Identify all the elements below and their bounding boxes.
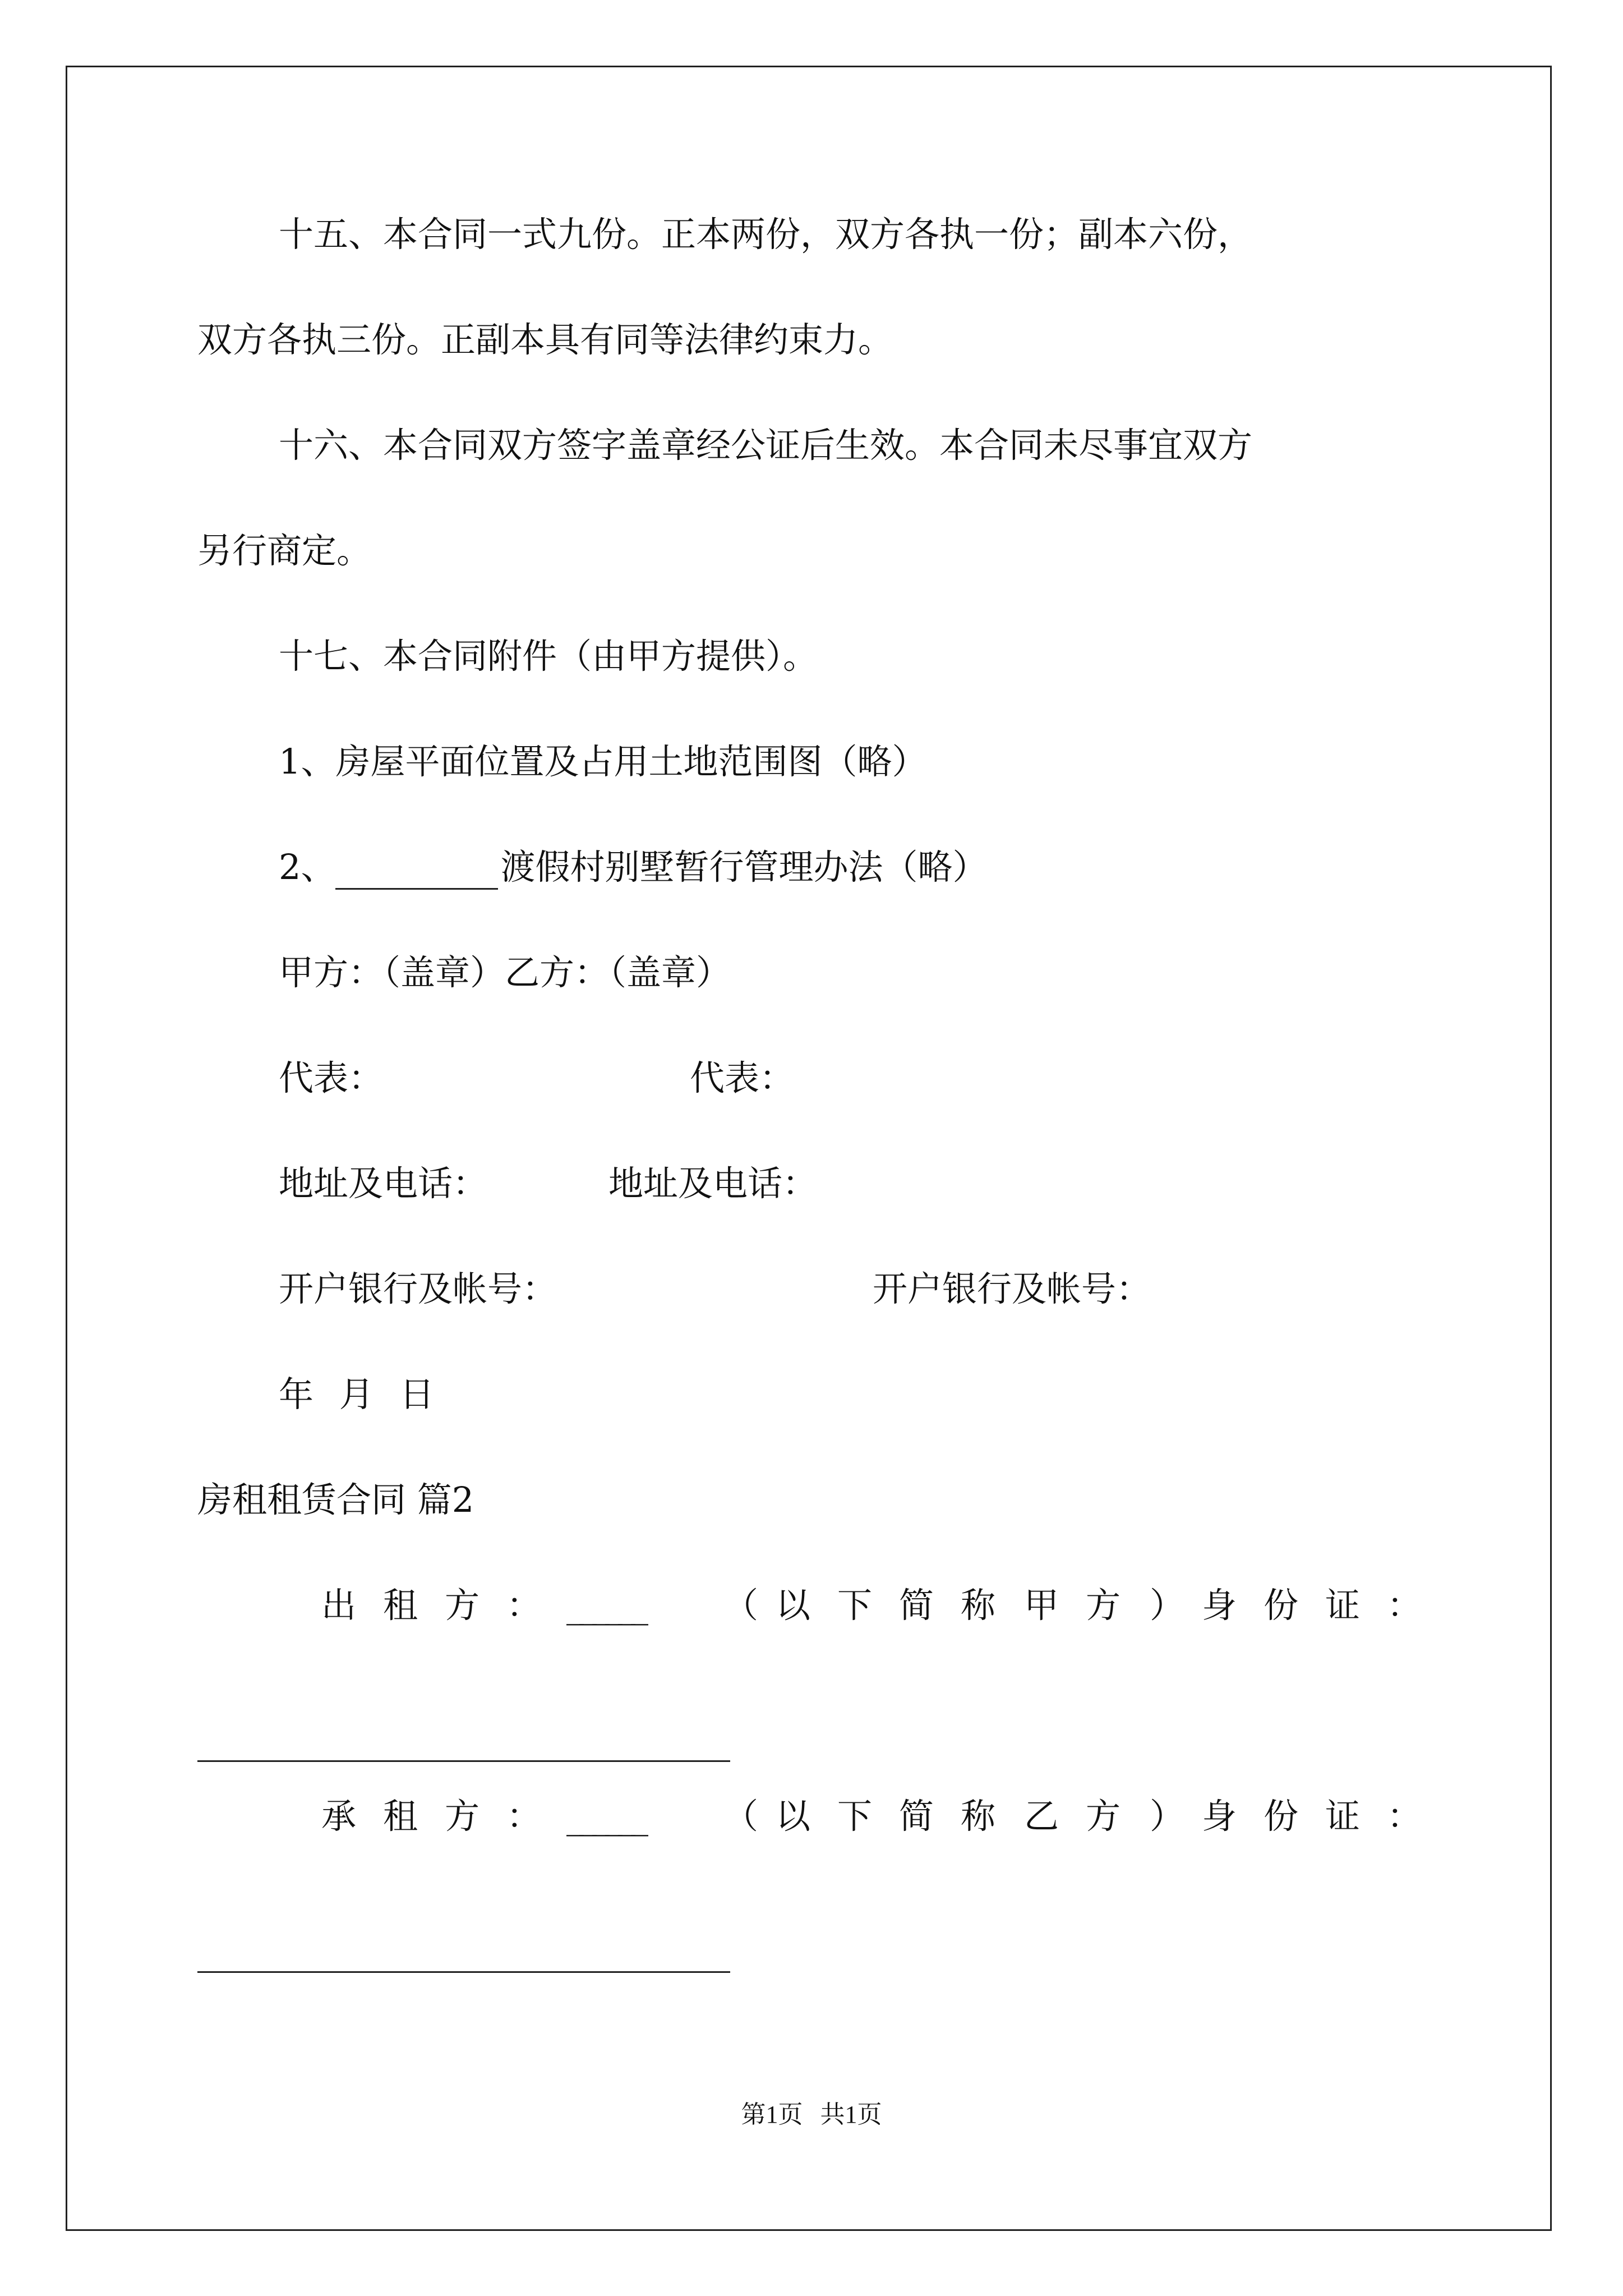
clause-16-line-2: 另行商定。 (197, 530, 372, 571)
lessor-blank: ______ (566, 1585, 644, 1626)
lessor-char: 方 (1086, 1585, 1121, 1626)
address-phone-a: 地址及电话： (279, 1163, 488, 1204)
lessor-char: ： (506, 1585, 542, 1626)
attachment-1: 1、房屋平面位置及占用土地范围图（略） (279, 741, 927, 782)
bank-account-a: 开户银行及帐号： (279, 1268, 557, 1309)
lessor-char: 称 (961, 1585, 996, 1626)
lessee-char: 方 (1086, 1796, 1121, 1837)
lessee-id-blank (197, 1971, 730, 1973)
section-2-heading: 房租租赁合同 篇2 (197, 1479, 474, 1520)
lessee-char: 方 (445, 1796, 480, 1837)
lessee-blank: ______ (566, 1796, 644, 1837)
representative-a: 代表： (279, 1057, 384, 1098)
fill-in-blank (335, 854, 498, 890)
lessor-char: 出 (321, 1585, 357, 1626)
page-footer: 第1页 共1页 (741, 2101, 882, 2128)
lessor-char: 方 (445, 1585, 480, 1626)
lessor-char: 身 (1202, 1585, 1237, 1626)
lessee-char: 承 (321, 1796, 357, 1837)
lessor-id-blank (197, 1760, 730, 1762)
lessor-char: 以 (776, 1585, 811, 1626)
lessee-char: 租 (383, 1796, 418, 1837)
address-phone-b: 地址及电话： (608, 1163, 818, 1204)
lessee-char: （ (723, 1796, 759, 1837)
seal-line: 甲方：（盖章）乙方：（盖章） (279, 952, 731, 993)
clause-15-line-2: 双方各执三份。正副本具有同等法律约束力。 (197, 319, 893, 360)
lessee-char: 身 (1202, 1796, 1237, 1837)
attachment-2-text: 渡假村别墅暂行管理办法（略） (500, 846, 988, 887)
date-line: 年 月 日 (279, 1374, 435, 1415)
lessor-char: 简 (899, 1585, 934, 1626)
lessee-char: 下 (837, 1796, 873, 1837)
clause-15-line-1: 十五、本合同一式九份。正本两份，双方各执一份；副本六份， (279, 214, 1253, 255)
lessee-char: 以 (776, 1796, 811, 1837)
lessee-char: 乙 (1024, 1796, 1059, 1837)
lessee-char: ： (1387, 1796, 1422, 1837)
lessee-char: 称 (961, 1796, 996, 1837)
lessee-char: ： (506, 1796, 542, 1837)
lessee-char: 证 (1325, 1796, 1361, 1837)
page-border (66, 66, 1552, 2231)
lessor-char: 租 (383, 1585, 418, 1626)
attachment-2 (279, 845, 987, 890)
lessee-char: 份 (1264, 1796, 1299, 1837)
lessor-char: ） (1150, 1585, 1185, 1626)
clause-17: 十七、本合同附件（由甲方提供）。 (279, 636, 818, 677)
lessor-char: 证 (1325, 1585, 1361, 1626)
lessor-char: ： (1387, 1585, 1422, 1626)
representative-b: 代表： (690, 1057, 795, 1098)
lessor-char: 下 (837, 1585, 873, 1626)
lessee-char: 简 (899, 1796, 934, 1837)
lessee-char: ） (1150, 1796, 1185, 1837)
bank-account-b: 开户银行及帐号： (873, 1268, 1151, 1309)
lessor-char: （ (723, 1585, 759, 1626)
lessor-char: 份 (1264, 1585, 1299, 1626)
lessor-line (0, 1583, 1623, 1628)
clause-16-line-1: 十六、本合同双方签字盖章经公证后生效。本合同未尽事宜双方 (279, 425, 1253, 466)
lessee-line (0, 1794, 1623, 1839)
attachment-2-prefix: 2、 (279, 846, 336, 887)
lessor-char: 甲 (1024, 1585, 1059, 1626)
